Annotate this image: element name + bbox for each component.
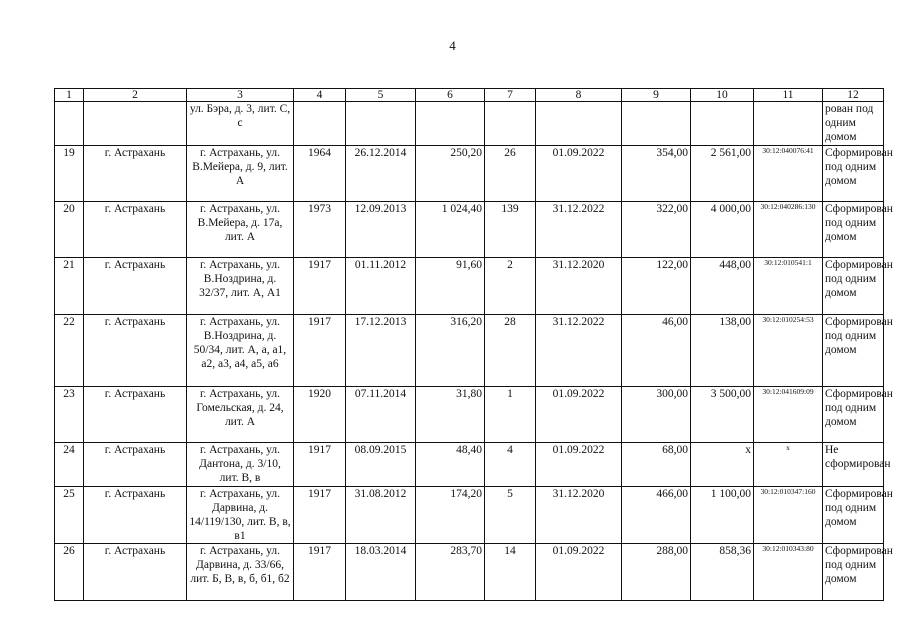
cell-area: 91,60 [416,258,485,315]
cell-date-registered: 01.11.2012 [346,258,416,315]
cell-residents: 5 [485,487,536,544]
table-row [55,443,884,487]
cell-resettlement-date: 31.12.2022 [536,202,622,258]
cell-address: г. Астрахань, ул. Дантона, д. 3/10, лит. В, в [187,443,294,487]
cell-land-status: Сформирован под одним домом [823,146,884,202]
cell-address: г. Астрахань, ул. В.Ноздрина, д. 50/34, лит. А, а, а1, а2, а3, а4, а5, а6 [187,315,294,387]
cell-row-number: 26 [55,544,84,601]
cell-cost: 1 100,00 [691,487,754,544]
cell-city: г. Астрахань [84,487,187,544]
cell-address: г. Астрахань, ул. Дарвина, д. 14/119/130, лит. В, в, в1 [187,487,294,544]
cell-date-registered: 07.11.2014 [346,387,416,443]
column-header-11: 11 [754,89,823,102]
cell-cost: 138,00 [691,315,754,387]
header-row [55,89,884,102]
cell-address: ул. Бэра, д. 3, лит. С, с [187,102,294,146]
cell-year: 1917 [294,443,346,487]
cell-residents: 26 [485,146,536,202]
register-table [54,88,893,601]
cell-land-area: 354,00 [622,146,691,202]
column-header-12: 12 [823,89,884,102]
column-header-2: 2 [84,89,187,102]
cell-cadastral-number: 30:12:010343:80 [754,544,823,601]
cell-cost: 3 500,00 [691,387,754,443]
table-row [55,202,884,258]
cell-date-registered: 12.09.2013 [346,202,416,258]
cell-area [416,102,485,146]
cell-city: г. Астрахань [84,315,187,387]
cell-resettlement-date [536,102,622,146]
column-header-3: 3 [187,89,294,102]
cell-year: 1917 [294,258,346,315]
table-body [55,102,893,601]
cell-residents: 28 [485,315,536,387]
cell-cadastral-number [754,102,823,146]
cell-residents [485,102,536,146]
cell-city: г. Астрахань [84,202,187,258]
cell-area: 174,20 [416,487,485,544]
cell-residents: 14 [485,544,536,601]
cell-date-registered: 08.09.2015 [346,443,416,487]
cell-year: 1917 [294,487,346,544]
table-row [55,102,884,146]
cell-city: г. Астрахань [84,443,187,487]
cell-resettlement-date: 31.12.2020 [536,487,622,544]
cell-row-number [55,102,84,146]
column-header-8: 8 [536,89,622,102]
cell-row-number: 20 [55,202,84,258]
cell-residents: 4 [485,443,536,487]
cell-land-status: Сформирован под одним домом [823,315,884,387]
cell-date-registered: 17.12.2013 [346,315,416,387]
cell-cadastral-number: 30:12:040076:41 [754,146,823,202]
cell-resettlement-date: 01.09.2022 [536,146,622,202]
cell-area: 316,20 [416,315,485,387]
cell-land-status: Не сформирован [823,443,884,487]
cell-area: 1 024,40 [416,202,485,258]
column-header-7: 7 [485,89,536,102]
cell-row-number: 23 [55,387,84,443]
cell-resettlement-date: 01.09.2022 [536,443,622,487]
column-header-10: 10 [691,89,754,102]
cell-land-area: 68,00 [622,443,691,487]
table-row [55,258,884,315]
cell-year [294,102,346,146]
cell-land-status: Сформирован под одним домом [823,202,884,258]
cell-land-area: 46,00 [622,315,691,387]
column-header-1: 1 [55,89,84,102]
table-row [55,387,884,443]
cell-cadastral-number: 30:12:010347:160 [754,487,823,544]
cell-year: 1964 [294,146,346,202]
cell-cadastral-number: 30:12:010541:1 [754,258,823,315]
cell-cost: 4 000,00 [691,202,754,258]
cell-land-status: Сформирован под одним домом [823,487,884,544]
cell-year: 1920 [294,387,346,443]
cell-land-area: 122,00 [622,258,691,315]
cell-cadastral-number: х [754,443,823,487]
cell-city [84,102,187,146]
column-header-6: 6 [416,89,485,102]
cell-area: 283,70 [416,544,485,601]
cell-date-registered [346,102,416,146]
cell-residents: 1 [485,387,536,443]
cell-land-area: 466,00 [622,487,691,544]
page-number: 4 [449,38,456,53]
cell-row-number: 22 [55,315,84,387]
cell-cadastral-number: 30:12:040286:130 [754,202,823,258]
table-row [55,146,884,202]
cell-city: г. Астрахань [84,258,187,315]
cell-address: г. Астрахань, ул. Гомельская, д. 24, лит. А [187,387,294,443]
cell-year: 1917 [294,544,346,601]
cell-address: г. Астрахань, ул. В.Ноздрина, д. 32/37, лит. А, А1 [187,258,294,315]
cell-residents: 139 [485,202,536,258]
cell-area: 31,80 [416,387,485,443]
cell-cadastral-number: 30:12:041609:09 [754,387,823,443]
column-header-4: 4 [294,89,346,102]
cell-area: 250,20 [416,146,485,202]
cell-area: 48,40 [416,443,485,487]
cell-date-registered: 26.12.2014 [346,146,416,202]
cell-city: г. Астрахань [84,387,187,443]
cell-address: г. Астрахань, ул. В.Мейера, д. 17а, лит. А [187,202,294,258]
cell-cost: 2 561,00 [691,146,754,202]
cell-land-status: Сформирован под одним домом [823,258,884,315]
cell-row-number: 19 [55,146,84,202]
cell-city: г. Астрахань [84,146,187,202]
cell-cadastral-number: 30:12:010254:53 [754,315,823,387]
cell-address: г. Астрахань, ул. В.Мейера, д. 9, лит. А [187,146,294,202]
cell-residents: 2 [485,258,536,315]
cell-cost: 858,36 [691,544,754,601]
cell-land-area [622,102,691,146]
cell-resettlement-date: 01.09.2022 [536,387,622,443]
cell-land-area: 288,00 [622,544,691,601]
cell-land-status: рован под одним домом [823,102,884,146]
cell-cost [691,102,754,146]
table-row [55,487,884,544]
cell-row-number: 24 [55,443,84,487]
cell-year: 1973 [294,202,346,258]
cell-date-registered: 31.08.2012 [346,487,416,544]
column-header-9: 9 [622,89,691,102]
cell-row-number: 25 [55,487,84,544]
cell-land-area: 322,00 [622,202,691,258]
cell-cost: 448,00 [691,258,754,315]
cell-cost: х [691,443,754,487]
cell-year: 1917 [294,315,346,387]
cell-address: г. Астрахань, ул. Дарвина, д. 33/66, лит. Б, В, в, б, б1, б2 [187,544,294,601]
table-row [55,315,884,387]
cell-land-area: 300,00 [622,387,691,443]
table-row [55,544,884,601]
cell-row-number: 21 [55,258,84,315]
cell-resettlement-date: 31.12.2020 [536,258,622,315]
cell-date-registered: 18.03.2014 [346,544,416,601]
cell-resettlement-date: 31.12.2022 [536,315,622,387]
cell-land-status: Сформирован под одним домом [823,544,884,601]
cell-land-status: Сформирован под одним домом [823,387,884,443]
column-header-5: 5 [346,89,416,102]
cell-city: г. Астрахань [84,544,187,601]
cell-resettlement-date: 01.09.2022 [536,544,622,601]
